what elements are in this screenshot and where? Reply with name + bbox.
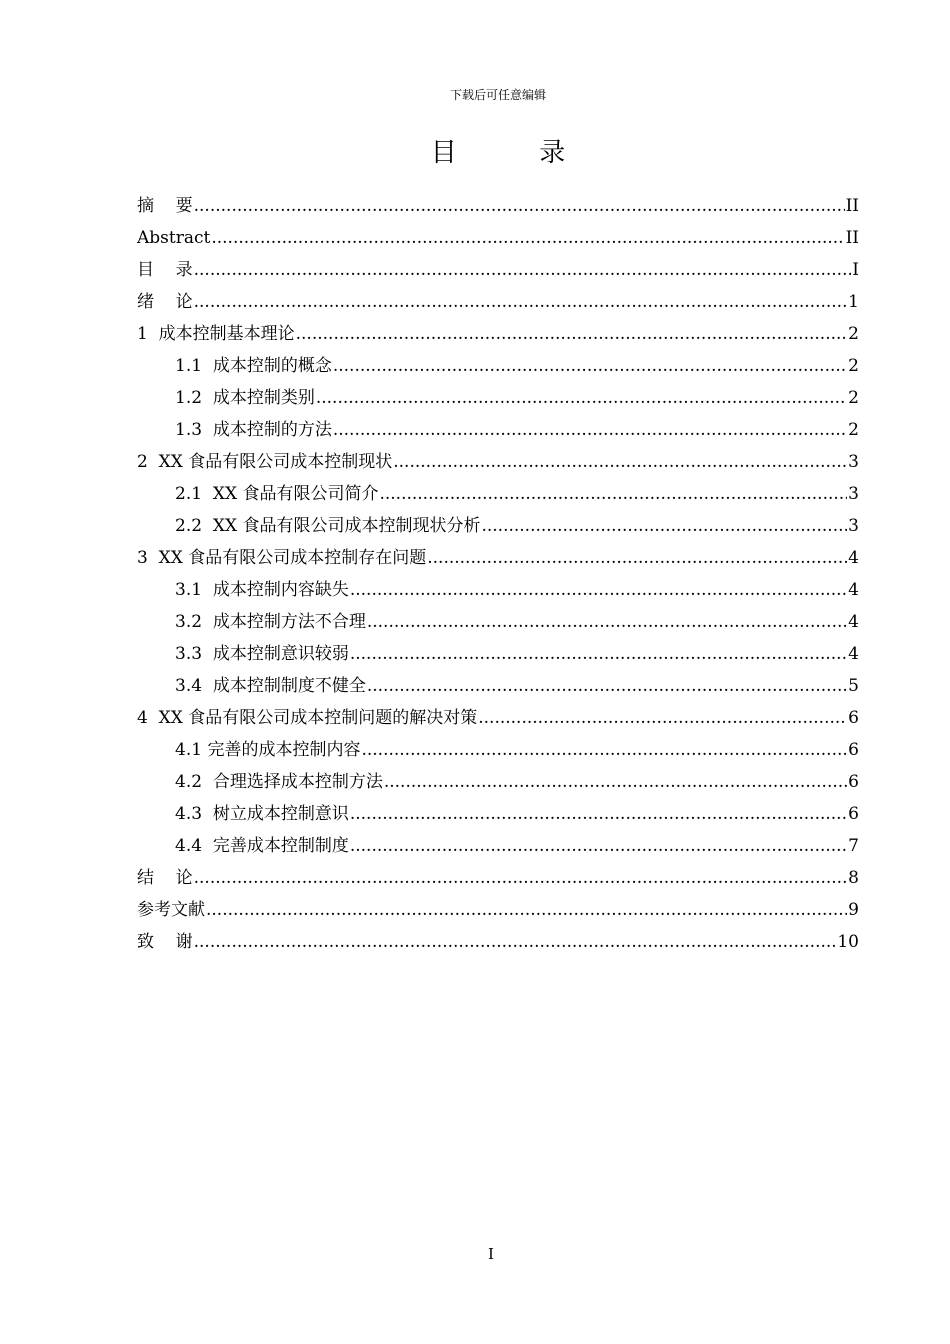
toc-entry-page: 6 xyxy=(848,708,859,728)
toc-entry-label: 1.2 成本控制类别 xyxy=(175,388,315,408)
toc-dot-leader xyxy=(478,702,847,734)
toc-entry-label: 结 论 xyxy=(137,868,193,888)
toc-entry-page: II xyxy=(845,196,859,216)
toc-entry[interactable] xyxy=(137,670,859,702)
toc-dot-leader xyxy=(194,254,852,286)
toc-entry-page: 3 xyxy=(848,484,859,504)
toc-entry[interactable] xyxy=(137,318,859,350)
toc-dot-leader xyxy=(333,414,847,446)
toc-entry-label: 4.2 合理选择成本控制方法 xyxy=(175,772,383,792)
toc-entry[interactable] xyxy=(137,542,859,574)
toc-entry-label: Abstract xyxy=(137,228,211,248)
toc-entry[interactable] xyxy=(137,830,859,862)
toc-dot-leader xyxy=(427,542,847,574)
toc-dot-leader xyxy=(367,670,847,702)
toc-entry-page: 6 xyxy=(848,804,859,824)
toc-entry-label: 1.1 成本控制的概念 xyxy=(175,356,332,376)
toc-dot-leader xyxy=(194,926,837,958)
toc-entry-label: 4.3 树立成本控制意识 xyxy=(175,804,349,824)
toc-entry[interactable] xyxy=(137,510,859,542)
toc-entry-label: 2.1 XX 食品有限公司简介 xyxy=(175,484,379,504)
toc-dot-leader xyxy=(350,798,847,830)
toc-dot-leader xyxy=(384,766,847,798)
toc-entry[interactable] xyxy=(137,222,859,254)
toc-entry[interactable] xyxy=(137,798,859,830)
toc-entry-label: 2.2 XX 食品有限公司成本控制现状分析 xyxy=(175,516,481,536)
toc-entry[interactable] xyxy=(137,350,859,382)
toc-entry-page: I xyxy=(852,260,859,280)
toc-entry-label: 4.4 完善成本控制制度 xyxy=(175,836,349,856)
toc-entry-page: 2 xyxy=(848,420,859,440)
toc-entry-label: 致 谢 xyxy=(137,932,193,952)
toc-entry-label: 3.4 成本控制制度不健全 xyxy=(175,676,366,696)
toc-entry-label: 1 成本控制基本理论 xyxy=(137,324,295,344)
toc-entry-page: 6 xyxy=(848,772,859,792)
toc-entry-page: 10 xyxy=(837,932,859,952)
toc-entry-label: 2 XX 食品有限公司成本控制现状 xyxy=(137,452,393,472)
toc-entry-page: 2 xyxy=(848,388,859,408)
toc-dot-leader xyxy=(211,222,844,254)
toc-entry-page: 2 xyxy=(848,324,859,344)
toc-entry-page: 3 xyxy=(848,452,859,472)
toc-dot-leader xyxy=(194,862,848,894)
header-note: 下载后可任意编辑 xyxy=(449,88,546,102)
toc-entry[interactable] xyxy=(137,926,859,958)
toc-entry-label: 4.1 完善的成本控制内容 xyxy=(175,740,361,760)
toc-dot-leader xyxy=(206,894,847,926)
toc-entry[interactable] xyxy=(137,190,859,222)
toc-entry[interactable] xyxy=(137,286,859,318)
toc-entry-page: 4 xyxy=(848,612,859,632)
toc-entry-page: 5 xyxy=(848,676,859,696)
toc-entry[interactable] xyxy=(137,862,859,894)
toc-entry[interactable] xyxy=(137,606,859,638)
toc-entry[interactable] xyxy=(137,254,859,286)
toc-entry-label: 1.3 成本控制的方法 xyxy=(175,420,332,440)
toc-entry[interactable] xyxy=(137,894,859,926)
toc-entry-label: 3.2 成本控制方法不合理 xyxy=(175,612,366,632)
toc-entry[interactable] xyxy=(137,734,859,766)
toc-dot-leader xyxy=(316,382,847,414)
toc-dot-leader xyxy=(194,286,848,318)
toc-entry-page: 3 xyxy=(848,516,859,536)
toc-entry-label: 目 录 xyxy=(137,260,193,280)
toc-entry[interactable] xyxy=(137,478,859,510)
toc-entry[interactable] xyxy=(137,414,859,446)
toc-entry-label: 绪 论 xyxy=(137,292,193,312)
toc-entry[interactable] xyxy=(137,446,859,478)
toc-dot-leader xyxy=(350,638,847,670)
toc-entry-page: 6 xyxy=(848,740,859,760)
toc-dot-leader xyxy=(361,734,847,766)
toc-dot-leader xyxy=(350,830,847,862)
toc-dot-leader xyxy=(393,446,847,478)
toc-entry-label: 4 XX 食品有限公司成本控制问题的解决对策 xyxy=(137,708,478,728)
toc-entry-label: 摘 要 xyxy=(137,196,193,216)
toc-entry[interactable] xyxy=(137,638,859,670)
toc-entry-page: 7 xyxy=(848,836,859,856)
toc-entry[interactable] xyxy=(137,766,859,798)
toc-entry-page: 4 xyxy=(848,644,859,664)
toc-dot-leader xyxy=(481,510,847,542)
toc-title: 目 录 xyxy=(430,138,588,168)
toc-entry-page: 2 xyxy=(848,356,859,376)
toc-dot-leader xyxy=(379,478,847,510)
toc-entry[interactable] xyxy=(137,382,859,414)
toc-dot-leader xyxy=(194,190,845,222)
toc-entry-label: 参考文献 xyxy=(137,900,205,920)
toc-dot-leader xyxy=(333,350,847,382)
toc-dot-leader xyxy=(296,318,848,350)
page-number: I xyxy=(488,1245,494,1263)
toc-entry-page: 1 xyxy=(848,292,859,312)
toc-entry-page: II xyxy=(845,228,859,248)
toc-list xyxy=(137,190,859,958)
toc-entry-page: 8 xyxy=(848,868,859,888)
toc-dot-leader xyxy=(367,606,847,638)
toc-entry-page: 4 xyxy=(848,580,859,600)
toc-entry-page: 9 xyxy=(848,900,859,920)
toc-entry-page: 4 xyxy=(848,548,859,568)
toc-entry[interactable] xyxy=(137,702,859,734)
toc-entry-label: 3.3 成本控制意识较弱 xyxy=(175,644,349,664)
toc-entry-label: 3.1 成本控制内容缺失 xyxy=(175,580,349,600)
toc-dot-leader xyxy=(350,574,847,606)
toc-entry-label: 3 XX 食品有限公司成本控制存在问题 xyxy=(137,548,427,568)
toc-entry[interactable] xyxy=(137,574,859,606)
